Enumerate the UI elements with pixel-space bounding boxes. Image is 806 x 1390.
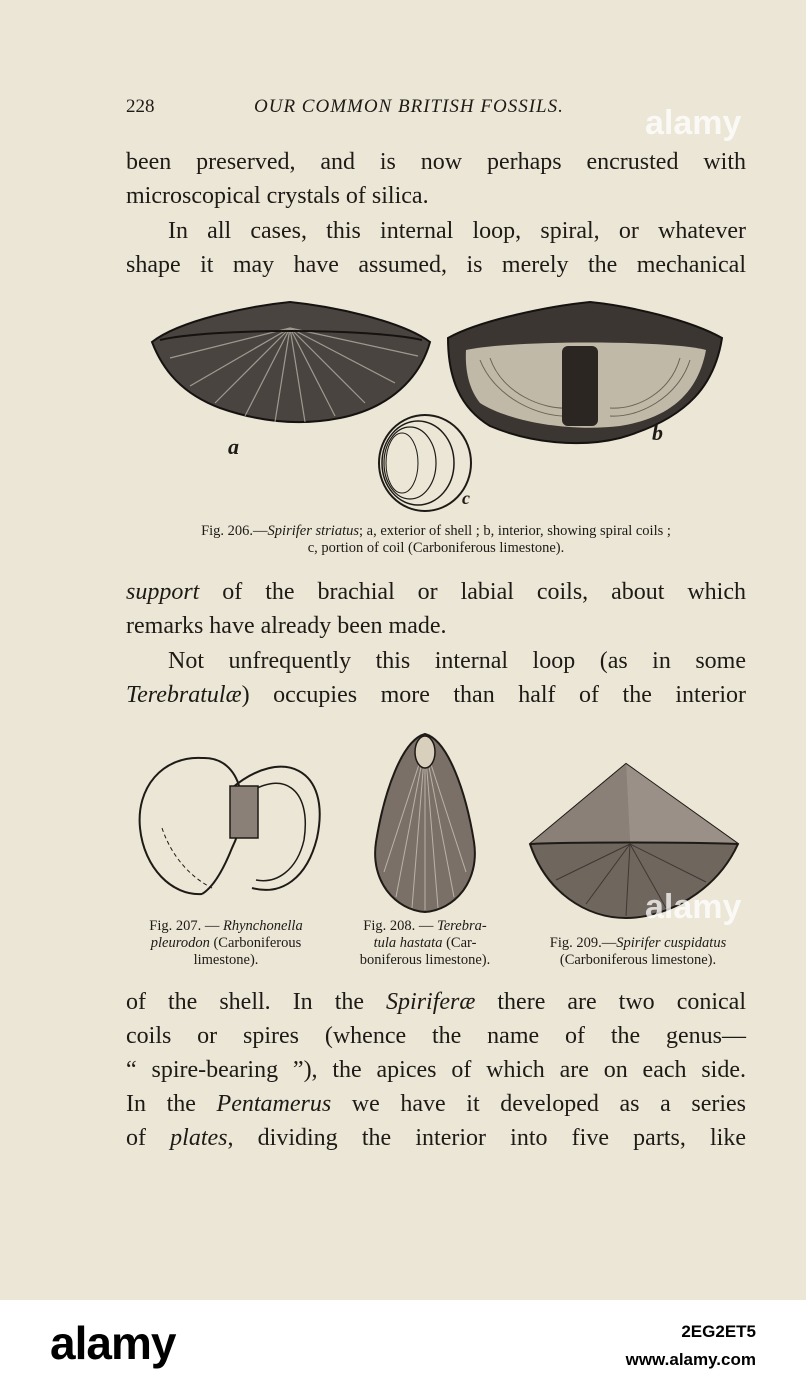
fig-208-caption-line-2 (340, 935, 510, 952)
paragraph-3-line-2: remarks have already been made. (126, 613, 447, 639)
paragraph-5-italic-3: plates (170, 1125, 228, 1151)
paragraph-5-line-4-b: we have it developed as a series (331, 1091, 746, 1117)
fig-208-caption-species-1: Terebra- (437, 918, 487, 934)
fig-206-caption-line-1 (126, 523, 746, 540)
footer-image-id: 2EG2ET5 (681, 1322, 756, 1341)
fig-207-caption-line-2 (126, 935, 326, 952)
paragraph-2 (126, 214, 746, 282)
fig-208-caption-rest: (Car- (442, 935, 477, 951)
paragraph-3-line-1-rest: of the brachial or labial coils, about which (199, 579, 746, 605)
stock-footer (0, 1300, 806, 1390)
watermark-middle: alamy (645, 888, 742, 926)
fig-207-caption-line-3: limestone). (193, 952, 259, 968)
page-number: 228 (126, 96, 155, 117)
paragraph-5-line-4-a: In the (126, 1091, 217, 1117)
footer-site-url: www.alamy.com (625, 1350, 756, 1369)
paragraph-5-line-5 (126, 1121, 746, 1155)
paragraph-1 (126, 145, 746, 213)
fig-209-caption-line-2: (Carboniferous limestone). (559, 952, 717, 968)
fig-207-caption-fig: Fig. 207. — (149, 918, 223, 934)
fig-207-illustration (132, 748, 328, 908)
paragraph-5-line-5-b: , dividing the interior into five parts, like (227, 1125, 746, 1151)
fig-208-caption-line-1 (340, 918, 510, 935)
fig-208-illustration (370, 732, 480, 914)
paragraph-1-line-2: microscopical crystals of silica. (126, 183, 429, 209)
fig-206-caption-fig: Fig. 206.— (201, 523, 268, 539)
fig-207-caption-species-1: Rhynchonella (222, 918, 303, 934)
paragraph-5-line-5-a: of (126, 1125, 171, 1151)
paragraph-2-line-1: In all cases, this internal loop, spiral, or whatever (168, 218, 746, 244)
paragraph-5-line-4 (126, 1087, 746, 1121)
fig-209-caption (520, 935, 756, 969)
fig-206-caption-rest: ; a, exterior of shell ; b, interior, showing spiral coils ; (359, 523, 671, 539)
fig-206-illustration (150, 298, 730, 513)
fig-206-letter-b: b (652, 420, 663, 445)
paragraph-3 (126, 575, 746, 643)
paragraph-1-line-1: been preserved, and is now perhaps encrusted with (126, 149, 746, 175)
paragraph-5 (126, 985, 746, 1155)
fig-208-caption-fig: Fig. 208. — (363, 918, 438, 934)
fig-206-caption-species: Spirifer striatus (267, 523, 359, 539)
fig-208-caption-species-2: tula hastata (373, 935, 443, 951)
paragraph-4-line-1: Not unfrequently this internal loop (as in some (168, 648, 746, 674)
paragraph-3-line-1 (126, 575, 746, 609)
paragraph-5-italic-2: Pentamerus (216, 1091, 332, 1117)
paragraph-4-line-2 (126, 678, 746, 712)
fig-207-caption (126, 918, 326, 969)
paragraph-4 (126, 644, 746, 712)
fig-208-caption-line-3: boniferous limestone). (359, 952, 491, 968)
shell-interior-b (448, 302, 722, 443)
fig-209-caption-fig: Fig. 209.— (549, 935, 617, 951)
coil-fragment-c (379, 415, 471, 511)
running-title: OUR COMMON BRITISH FOSSILS. (254, 96, 564, 117)
paragraph-5-line-1 (126, 985, 746, 1019)
paragraph-5-italic-1: Spiriferæ (386, 989, 476, 1015)
watermark-top: alamy (645, 104, 742, 142)
fig-206-caption-line-2: c, portion of coil (Carboniferous limestone). (307, 540, 565, 556)
fig-208-caption (340, 918, 510, 969)
footer-brand-logo: alamy (50, 1317, 176, 1369)
paragraph-5-line-2: coils or spires (whence the name of the genus— (126, 1023, 746, 1049)
paragraph-5-line-1-a: of the shell. In the (126, 989, 387, 1015)
fig-207-caption-line-1 (126, 918, 326, 935)
fig-206-letter-a: a (228, 434, 239, 459)
paragraph-4-italic: Terebratulæ (126, 682, 242, 708)
fig-209-caption-species: Spirifer cuspidatus (616, 935, 727, 951)
fig-206-caption (126, 523, 746, 557)
fig-209-caption-line-1 (520, 935, 756, 952)
fig-206-letter-c: c (462, 488, 470, 508)
paragraph-4-line-2-rest: ) occupies more than half of the interior (241, 682, 746, 708)
shell-exterior-a (152, 302, 430, 422)
fig-207-caption-species-2: pleurodon (150, 935, 210, 951)
paragraph-5-line-3: “ spire-bearing ”), the apices of which are on each side. (126, 1057, 746, 1083)
paragraph-3-italic: support (126, 579, 200, 605)
paragraph-5-line-1-b: there are two conical (475, 989, 746, 1015)
fig-207-caption-rest: (Carboniferous (209, 935, 302, 951)
paragraph-2-line-2: shape it may have assumed, is merely the mechanical (126, 252, 746, 278)
